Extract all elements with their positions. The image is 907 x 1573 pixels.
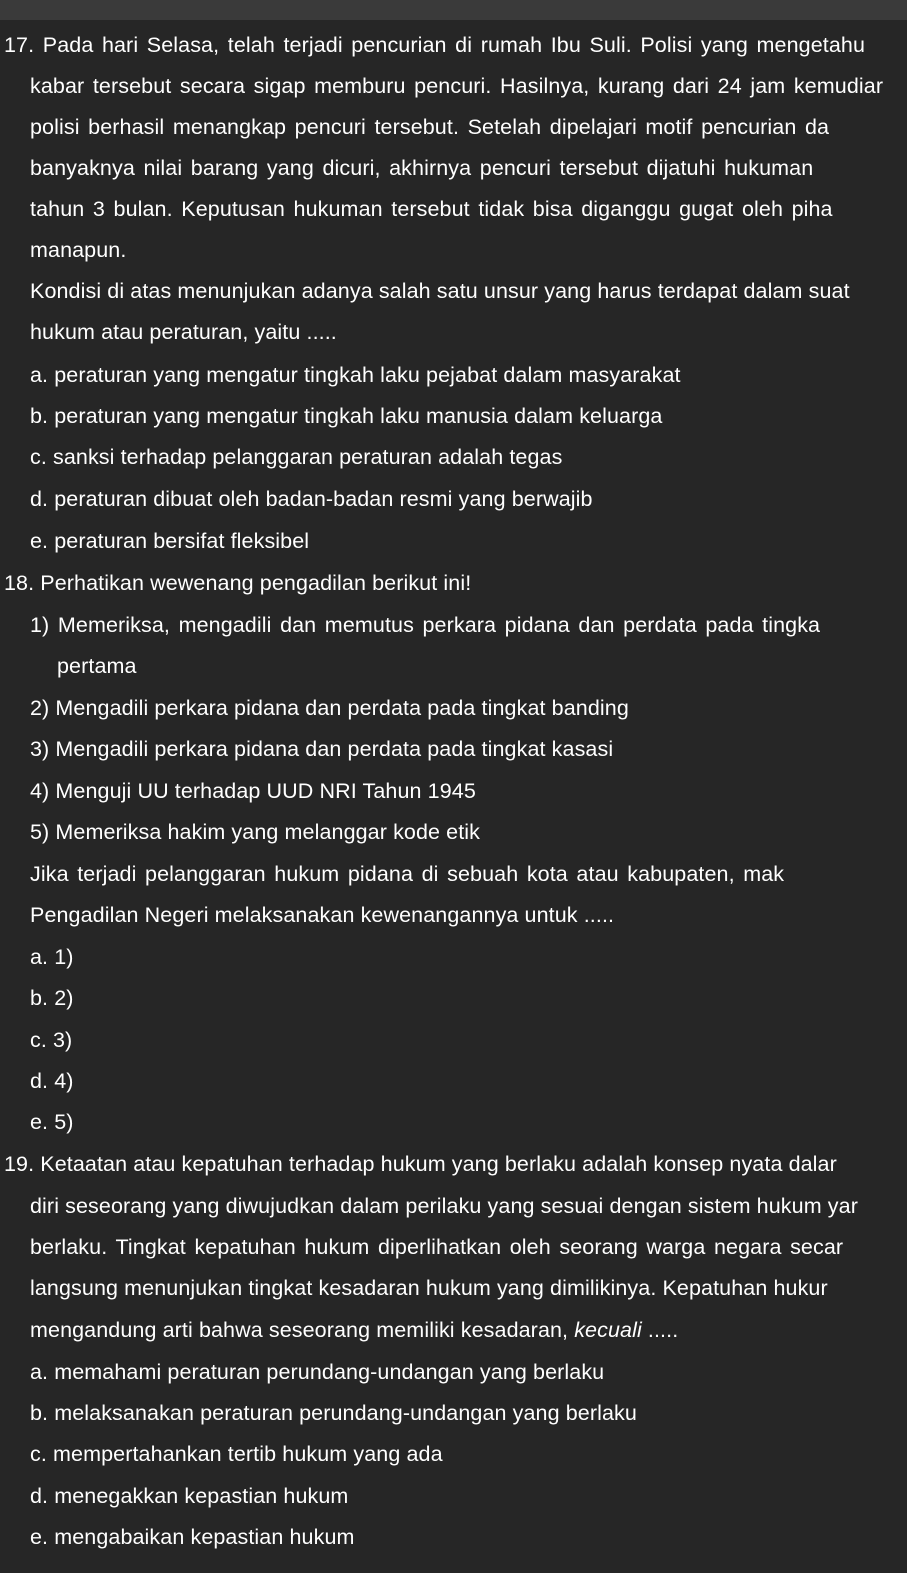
q18-item-5: 5) Memeriksa hakim yang melanggar kode etik	[30, 820, 481, 844]
q18-question-line-2: Pengadilan Negeri melaksanakan kewenangannya untuk .....	[30, 903, 615, 927]
q19-line-5-suffix: .....	[641, 1318, 679, 1342]
q17-option-d: d. peraturan dibuat oleh badan-badan resmi yang berwajib	[30, 487, 593, 511]
q18-item-3: 3) Mengadili perkara pidana dan perdata pada tingkat kasasi	[30, 737, 614, 761]
q17-line-4: banyaknya nilai barang yang dicuri, akhirnya pencuri tersebut dijatuhi hukuman	[30, 156, 814, 180]
q17-option-e: e. peraturan bersifat fleksibel	[30, 529, 310, 553]
top-strip	[0, 0, 907, 20]
q18-item-4: 4) Menguji UU terhadap UUD NRI Tahun 1945	[30, 779, 476, 803]
q17-option-b: b. peraturan yang mengatur tingkah laku manusia dalam keluarga	[30, 404, 663, 428]
q17-line-7: Kondisi di atas menunjukan adanya salah satu unsur yang harus terdapat dalam suat	[30, 279, 850, 303]
q19-line-5-prefix: mengandung arti bahwa seseorang memiliki kesadaran,	[30, 1318, 575, 1342]
q18-option-d: d. 4)	[30, 1069, 74, 1093]
q18-item-1: 1) Memeriksa, mengadili dan memutus perkara pidana dan perdata pada tingka	[30, 613, 821, 637]
q19-line-1: 19. Ketaatan atau kepatuhan terhadap hukum yang berlaku adalah konsep nyata dalar	[4, 1152, 837, 1176]
document-page	[0, 20, 907, 1573]
q19-option-e: e. mengabaikan kepastian hukum	[30, 1525, 355, 1549]
q19-line-5	[30, 1315, 678, 1345]
q19-option-c: c. mempertahankan tertib hukum yang ada	[30, 1442, 443, 1466]
q17-option-c: c. sanksi terhadap pelanggaran peraturan adalah tegas	[30, 445, 563, 469]
q19-line-4: langsung menunjukan tingkat kesadaran hukum yang dimilikinya. Kepatuhan hukur	[30, 1276, 828, 1300]
q18-title: 18. Perhatikan wewenang pengadilan berikut ini!	[4, 571, 472, 595]
q17-line-8: hukum atau peraturan, yaitu .....	[30, 320, 337, 344]
q17-line-3: polisi berhasil menangkap pencuri tersebut. Setelah dipelajari motif pencurian da	[30, 115, 830, 139]
q18-item-2: 2) Mengadili perkara pidana dan perdata pada tingkat banding	[30, 696, 629, 720]
q17-line-1: 17. Pada hari Selasa, telah terjadi pencurian di rumah Ibu Suli. Polisi yang mengetahu	[4, 33, 865, 57]
q18-question-line-1: Jika terjadi pelanggaran hukum pidana di sebuah kota atau kabupaten, mak	[30, 862, 785, 886]
q18-option-b: b. 2)	[30, 986, 74, 1010]
q17-line-5: tahun 3 bulan. Keputusan hukuman tersebut tidak bisa diganggu gugat oleh piha	[30, 197, 833, 221]
q17-line-2: kabar tersebut secara sigap memburu pencuri. Hasilnya, kurang dari 24 jam kemudiar	[30, 74, 884, 98]
q19-line-3: berlaku. Tingkat kepatuhan hukum diperlihatkan oleh seorang warga negara secar	[30, 1235, 844, 1259]
q18-option-c: c. 3)	[30, 1028, 73, 1052]
q19-option-b: b. melaksanakan peraturan perundang-undangan yang berlaku	[30, 1401, 637, 1425]
q19-line-2: diri seseorang yang diwujudkan dalam perilaku yang sesuai dengan sistem hukum yar	[30, 1194, 858, 1218]
q19-option-d: d. menegakkan kepastian hukum	[30, 1484, 349, 1508]
q17-line-6: manapun.	[30, 238, 127, 262]
q18-item-1-cont: pertama	[57, 654, 137, 678]
q18-option-e: e. 5)	[30, 1110, 74, 1134]
q18-option-a: a. 1)	[30, 945, 74, 969]
q17-option-a: a. peraturan yang mengatur tingkah laku pejabat dalam masyarakat	[30, 363, 681, 387]
q19-italic-kecuali: kecuali	[574, 1318, 642, 1342]
q19-option-a: a. memahami peraturan perundang-undangan yang berlaku	[30, 1360, 605, 1384]
